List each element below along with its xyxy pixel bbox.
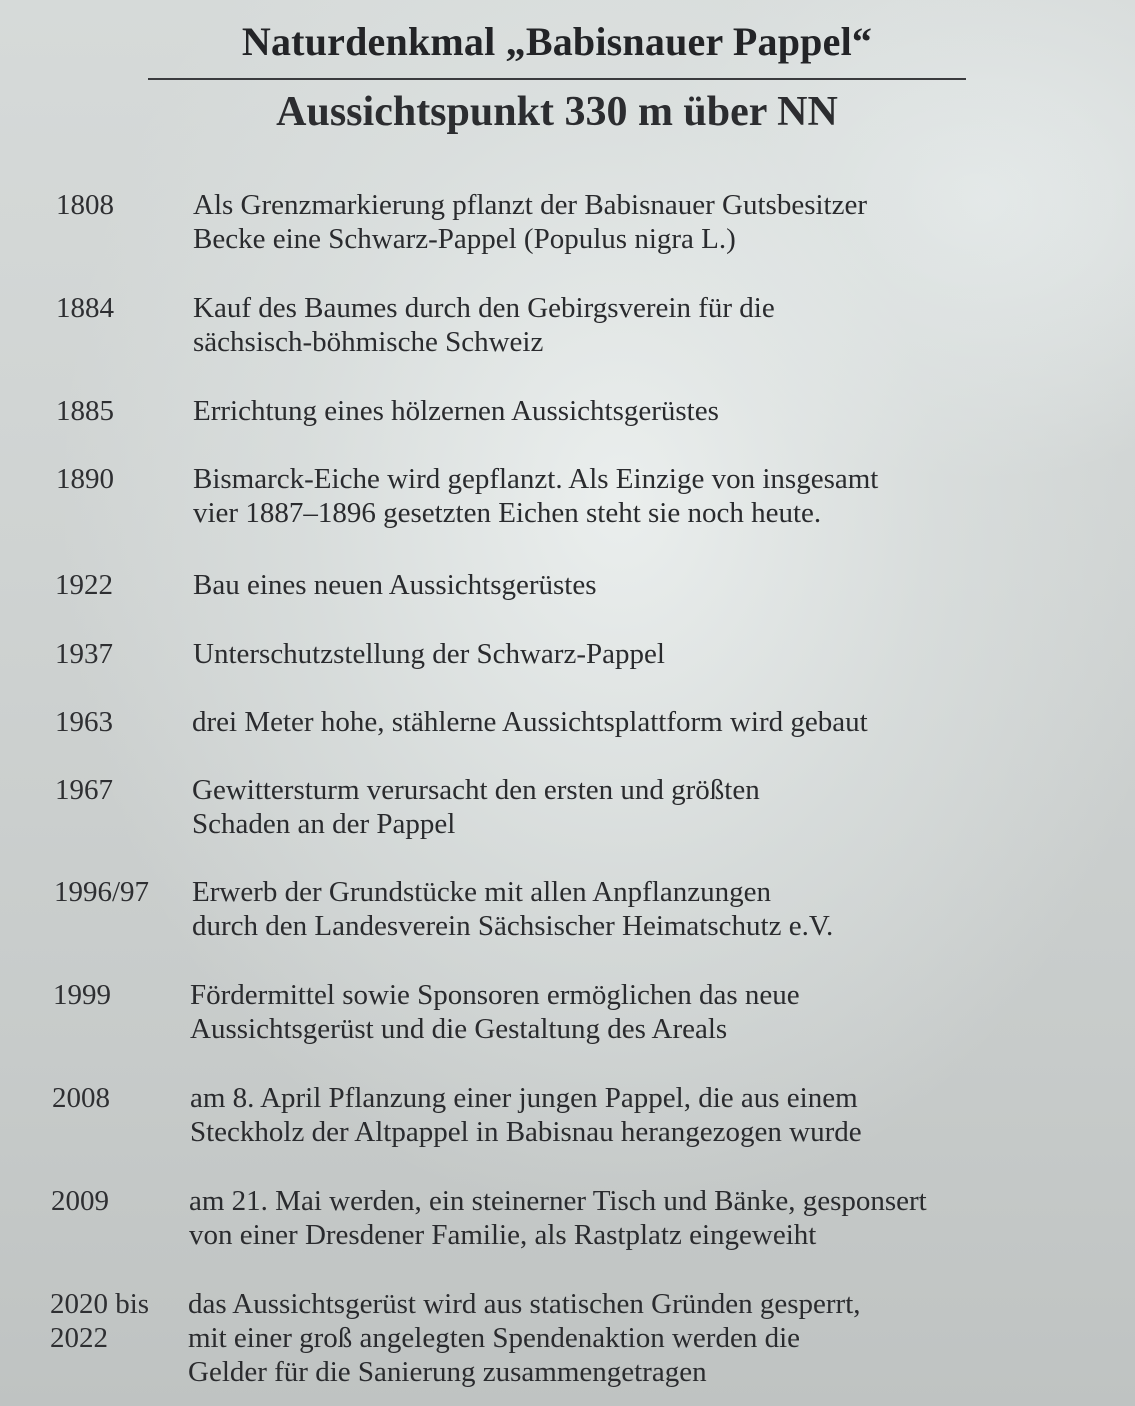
entry-year: 2008 [52, 1082, 110, 1114]
entry-text: Gewittersturm verursacht den ersten und größten Schaden an der Pappel [192, 774, 760, 840]
entry-year: 1963 [55, 706, 113, 738]
entry-year: 2020 bis 2022 [50, 1288, 150, 1354]
entry-year: 1937 [55, 638, 113, 670]
entry-text: Unterschutzstellung der Schwarz-Pappel [193, 638, 665, 670]
entry-year: 1890 [56, 463, 114, 495]
entry-text: Erwerb der Grundstücke mit allen Anpflanzungen durch den Landesverein Sächsischer Heimatschutz e.V. [192, 876, 834, 942]
entry-text: das Aussichtsgerüst wird aus statischen Gründen gesperrt, mit einer groß angelegten Spendenaktion werden die Gelder für die Sanierung zusammengetragen [188, 1288, 861, 1388]
entry-text: Als Grenzmarkierung pflanzt der Babisnauer Gutsbesitzer Becke eine Schwarz-Pappel (Populus nigra L.) [193, 189, 868, 255]
entry-year: 1922 [55, 569, 113, 601]
entry-text: Bau eines neuen Aussichtsgerüstes [193, 569, 597, 601]
entry-year: 1884 [56, 292, 114, 324]
entry-year: 1885 [56, 395, 114, 427]
entry-text: am 21. Mai werden, ein steinerner Tisch und Bänke, gesponsert von einer Dresdener Familie, als Rastplatz eingeweiht [189, 1185, 927, 1251]
sign-subtitle: Aussichtspunkt 330 m über NN [276, 89, 838, 135]
entry-text: Fördermittel sowie Sponsoren ermöglichen das neue Aussichtsgerüst und die Gestaltung des Areals [190, 979, 800, 1045]
sign-title: Naturdenkmal „Babisnauer Pappel“ [241, 19, 873, 64]
entry-text: drei Meter hohe, stählerne Aussichtsplattform wird gebaut [192, 706, 868, 738]
entry-year: 1967 [55, 774, 113, 806]
entry-year: 2009 [51, 1185, 109, 1217]
entry-year: 1996/97 [54, 876, 150, 908]
entry-text: am 8. April Pflanzung einer jungen Pappel, die aus einem Steckholz der Altpappel in Babisnau herangezogen wurde [190, 1082, 862, 1148]
entry-text: Kauf des Baumes durch den Gebirgsverein für die sächsisch-böhmische Schweiz [193, 292, 775, 358]
entry-year: 1808 [56, 189, 114, 221]
entry-year: 1999 [53, 979, 111, 1011]
entry-text: Bismarck-Eiche wird gepflanzt. Als Einzige von insgesamt vier 1887–1896 gesetzten Eichen steht sie noch heute. [193, 463, 879, 529]
entry-text: Errichtung eines hölzernen Aussichtsgerüstes [193, 395, 719, 427]
